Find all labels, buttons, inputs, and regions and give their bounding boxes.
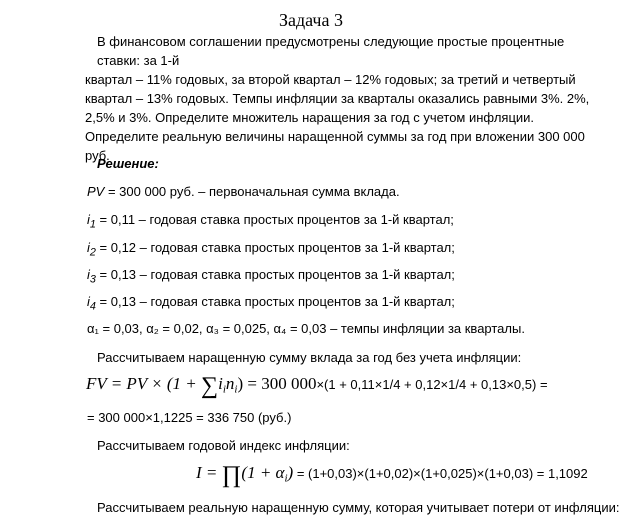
i1-line: $i_1 = 0,11$ – годовая ставка простых процентов за 1-й квартал; [87,212,454,231]
sum-symbol: ∑ [201,373,219,399]
problem-rest: квартал – 11% годовых, за второй квартал – 12% годовых; за третий и четвертый квартал – 13% годовых. Темпы инфляции за кварталы оказались равными 3%. 2%, 2,5% и 3%. Определите множитель наращения за год с учетом инфляции. Определите реальную величины наращенной суммы за год при вложении 300 000 руб. [85,72,590,163]
calc-fv-text: Рассчитываем наращенную сумму вклада за год без учета инфляции: [97,350,522,365]
problem-statement [85,32,607,165]
fv-result: = 300 000×1,1225 = 336 750 (руб.) [87,410,292,425]
fv-formula: FV = PV × $(1 + \sum i_in_i) = 300$ 000×(1 + 0,11×1/4 + 0,12×1/4 + 0,13×0,5) = [86,373,548,399]
page-title: Задача 3 [279,10,343,30]
solution-heading: Решение: [97,156,159,171]
i2-line: $i_2 = 0,12$ – годовая ставка простых процентов за 1-й квартал; [87,240,455,259]
index-formula: I = ∏(1 + $\alpha_i) = (1+0,03)\times(1+0,02)\times(1+0,025)\times(1+0,03) = 1,1092$ [196,462,588,488]
calc-real-text: Рассчитываем реальную наращенную сумму, которая учитывает потери от инфляции: [97,500,620,515]
alpha-line: α₁ = 0,03, α₂ = 0,02, α₃ = 0,025, α₄ = 0,03 – темпы инфляции за кварталы. [87,321,525,336]
i4-line: $i_4 = 0,13$ – годовая ставка простых процентов за 1-й квартал; [87,294,455,313]
calc-index-text: Рассчитываем годовой индекс инфляции: [97,438,350,453]
i3-line: $i_3 = 0,13$ – годовая ставка простых процентов за 1-й квартал; [87,267,455,286]
product-symbol: ∏ [221,462,242,488]
pv-line: PV = 300 000 руб. – первоначальная сумма вклада. [87,184,400,199]
problem-first-line: В финансовом соглашении предусмотрены следующие простые процентные ставки: за 1-й [97,34,565,68]
